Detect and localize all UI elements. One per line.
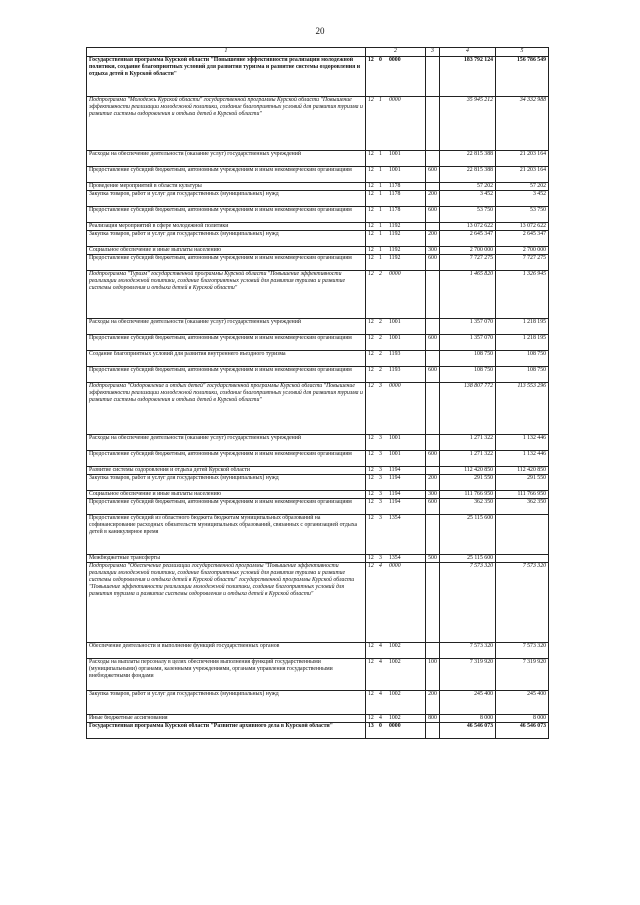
sum-year-1: 13 072 622 bbox=[440, 223, 496, 231]
expense-type-code bbox=[426, 97, 440, 151]
row-code bbox=[366, 151, 426, 167]
row-name: Развитие системы оздоровления и отдыха детей Курской области bbox=[87, 467, 366, 475]
target-code: 1001 bbox=[389, 319, 401, 325]
program-code: 12 bbox=[368, 247, 374, 253]
row-name: Социальное обеспечение и иные выплаты населению bbox=[87, 247, 366, 255]
program-code: 12 bbox=[368, 255, 374, 261]
table-row bbox=[87, 207, 549, 223]
table-row bbox=[87, 723, 549, 739]
sum-year-1: 46 546 073 bbox=[440, 723, 496, 739]
program-code: 12 bbox=[368, 191, 374, 197]
subprogram-code: 2 bbox=[379, 271, 382, 277]
table-row bbox=[87, 335, 549, 351]
sum-year-1: 35 945 212 bbox=[440, 97, 496, 151]
row-name: Подпрограмма "Оздоровление и отдых детей" государственной программы Курской области "Повышение эффективности реализации молодежной политики, создание благоприятных условий для развития туризма и развитие системы оздоровления и отдыха детей в Курской области" bbox=[87, 383, 366, 435]
row-name: Предоставление субсидий бюджетным, автономным учреждениям и иным некоммерческим организациям bbox=[87, 167, 366, 183]
row-code bbox=[366, 335, 426, 351]
header-cell: 3 bbox=[426, 48, 440, 57]
subprogram-code: 1 bbox=[379, 183, 382, 189]
target-code: 1002 bbox=[389, 715, 401, 721]
expense-type-code bbox=[426, 563, 440, 643]
program-code: 13 bbox=[368, 723, 374, 729]
table-row bbox=[87, 57, 549, 97]
sum-year-2: 7 727 275 bbox=[496, 255, 549, 271]
expense-type-code: 600 bbox=[426, 207, 440, 223]
sum-year-1: 112 420 850 bbox=[440, 467, 496, 475]
sum-year-2: 1 326 945 bbox=[496, 271, 549, 319]
table-row bbox=[87, 659, 549, 691]
row-code bbox=[366, 191, 426, 207]
target-code: 1192 bbox=[389, 255, 401, 261]
row-code bbox=[366, 475, 426, 491]
subprogram-code: 1 bbox=[379, 255, 382, 261]
row-name: Межбюджетные трансферты bbox=[87, 555, 366, 563]
row-code bbox=[366, 659, 426, 691]
subprogram-code: 3 bbox=[379, 467, 382, 473]
sum-year-1: 1 357 070 bbox=[440, 319, 496, 335]
row-code bbox=[366, 435, 426, 451]
row-name: Предоставление субсидий из областного бюджета бюджетам муниципальных образований на софинансирование расходных обязательств муниципальных образований, связанных с организацией отдыха детей в каникулярное время bbox=[87, 515, 366, 555]
subprogram-code: 3 bbox=[379, 383, 382, 389]
sum-year-2: 7 319 920 bbox=[496, 659, 549, 691]
sum-year-2: 111 766 950 bbox=[496, 491, 549, 499]
row-code bbox=[366, 255, 426, 271]
target-code: 0000 bbox=[389, 57, 401, 63]
row-name: Социальное обеспечение и иные выплаты населению bbox=[87, 491, 366, 499]
table-row bbox=[87, 271, 549, 319]
subprogram-code: 3 bbox=[379, 435, 382, 441]
program-code: 12 bbox=[368, 57, 374, 63]
program-code: 12 bbox=[368, 435, 374, 441]
table-row bbox=[87, 223, 549, 231]
program-code: 12 bbox=[368, 231, 374, 237]
sum-year-1: 1 357 070 bbox=[440, 335, 496, 351]
subprogram-code: 3 bbox=[379, 515, 382, 521]
row-code bbox=[366, 271, 426, 319]
table-row bbox=[87, 367, 549, 383]
sum-year-1: 183 792 124 bbox=[440, 57, 496, 97]
expense-type-code bbox=[426, 351, 440, 367]
target-code: 1001 bbox=[389, 167, 401, 173]
expense-type-code: 100 bbox=[426, 659, 440, 691]
sum-year-2 bbox=[496, 515, 549, 555]
table-row bbox=[87, 691, 549, 715]
row-code bbox=[366, 97, 426, 151]
subprogram-code: 1 bbox=[379, 191, 382, 197]
header-cell: 5 bbox=[496, 48, 549, 57]
sum-year-1: 57 202 bbox=[440, 183, 496, 191]
program-code: 12 bbox=[368, 499, 374, 505]
row-name: Предоставление субсидий бюджетным, автономным учреждениям и иным некоммерческим организациям bbox=[87, 335, 366, 351]
expense-type-code bbox=[426, 723, 440, 739]
target-code: 1178 bbox=[389, 183, 401, 189]
sum-year-1: 108 750 bbox=[440, 367, 496, 383]
table-row bbox=[87, 491, 549, 499]
table-row bbox=[87, 643, 549, 659]
subprogram-code: 4 bbox=[379, 643, 382, 649]
program-code: 12 bbox=[368, 491, 374, 497]
sum-year-1: 108 750 bbox=[440, 351, 496, 367]
expense-type-code bbox=[426, 643, 440, 659]
row-code bbox=[366, 383, 426, 435]
header-cell: 1 bbox=[87, 48, 366, 57]
subprogram-code: 4 bbox=[379, 563, 382, 569]
table-header-row bbox=[87, 48, 549, 57]
sum-year-1: 1 271 322 bbox=[440, 451, 496, 467]
target-code: 1192 bbox=[389, 247, 401, 253]
subprogram-code: 3 bbox=[379, 475, 382, 481]
target-code: 1354 bbox=[389, 515, 401, 521]
program-code: 12 bbox=[368, 555, 374, 561]
subprogram-code: 3 bbox=[379, 555, 382, 561]
subprogram-code: 1 bbox=[379, 207, 382, 213]
row-code bbox=[366, 515, 426, 555]
sum-year-2: 113 553 296 bbox=[496, 383, 549, 435]
expense-type-code bbox=[426, 515, 440, 555]
expense-type-code: 300 bbox=[426, 247, 440, 255]
row-name: Расходы на обеспечение деятельности (оказание услуг) государственных учреждений bbox=[87, 435, 366, 451]
sum-year-1: 8 000 bbox=[440, 715, 496, 723]
table-row bbox=[87, 515, 549, 555]
row-name: Проведение мероприятий в области культуры bbox=[87, 183, 366, 191]
target-code: 1178 bbox=[389, 191, 401, 197]
target-code: 1001 bbox=[389, 451, 401, 457]
expense-type-code bbox=[426, 223, 440, 231]
row-code bbox=[366, 207, 426, 223]
budget-table bbox=[86, 47, 549, 739]
sum-year-2: 112 420 850 bbox=[496, 467, 549, 475]
sum-year-1: 2 700 000 bbox=[440, 247, 496, 255]
row-name: Подпрограмма "Туризм" государственной программы Курской области "Повышение эффективности реализации молодежной политики, создание благоприятных условий для развития туризма и развитие системы оздоровления и отдыха детей в Курской области" bbox=[87, 271, 366, 319]
row-code bbox=[366, 223, 426, 231]
expense-type-code bbox=[426, 319, 440, 335]
target-code: 1178 bbox=[389, 207, 401, 213]
row-name: Расходы на обеспечение деятельности (оказание услуг) государственных учреждений bbox=[87, 151, 366, 167]
target-code: 1194 bbox=[389, 499, 401, 505]
subprogram-code: 2 bbox=[379, 319, 382, 325]
program-code: 12 bbox=[368, 643, 374, 649]
program-code: 12 bbox=[368, 383, 374, 389]
sum-year-1: 25 115 600 bbox=[440, 555, 496, 563]
sum-year-2: 156 786 549 bbox=[496, 57, 549, 97]
row-name: Расходы на выплаты персоналу в целях обеспечения выполнения функций государственными (муниципальными) органами, казенными учреждениями, органами управления государственными внебюджетными фондами bbox=[87, 659, 366, 691]
expense-type-code bbox=[426, 271, 440, 319]
subprogram-code: 3 bbox=[379, 491, 382, 497]
expense-type-code: 600 bbox=[426, 451, 440, 467]
row-name: Закупка товаров, работ и услуг для государственных (муниципальных) нужд bbox=[87, 191, 366, 207]
header-cell: 4 bbox=[440, 48, 496, 57]
subprogram-code: 0 bbox=[379, 57, 382, 63]
program-code: 12 bbox=[368, 335, 374, 341]
expense-type-code bbox=[426, 57, 440, 97]
table-row bbox=[87, 715, 549, 723]
sum-year-2: 245 400 bbox=[496, 691, 549, 715]
expense-type-code: 600 bbox=[426, 367, 440, 383]
sum-year-2: 7 573 320 bbox=[496, 643, 549, 659]
sum-year-2: 291 550 bbox=[496, 475, 549, 491]
row-name: Предоставление субсидий бюджетным, автономным учреждениям и иным некоммерческим организациям bbox=[87, 255, 366, 271]
table-row bbox=[87, 383, 549, 435]
sum-year-1: 7 319 920 bbox=[440, 659, 496, 691]
table-row bbox=[87, 183, 549, 191]
expense-type-code: 600 bbox=[426, 255, 440, 271]
sum-year-1: 111 766 950 bbox=[440, 491, 496, 499]
row-name: Предоставление субсидий бюджетным, автономным учреждениям и иным некоммерческим организациям bbox=[87, 207, 366, 223]
program-code: 12 bbox=[368, 183, 374, 189]
sum-year-1: 3 452 bbox=[440, 191, 496, 207]
row-code bbox=[366, 319, 426, 335]
sum-year-1: 1 465 820 bbox=[440, 271, 496, 319]
subprogram-code: 1 bbox=[379, 247, 382, 253]
expense-type-code: 600 bbox=[426, 167, 440, 183]
subprogram-code: 2 bbox=[379, 367, 382, 373]
expense-type-code bbox=[426, 435, 440, 451]
sum-year-2: 362 350 bbox=[496, 499, 549, 515]
expense-type-code: 200 bbox=[426, 475, 440, 491]
table-row bbox=[87, 555, 549, 563]
program-code: 12 bbox=[368, 691, 374, 697]
row-name: Иные бюджетные ассигнования bbox=[87, 715, 366, 723]
subprogram-code: 1 bbox=[379, 97, 382, 103]
program-code: 12 bbox=[368, 223, 374, 229]
subprogram-code: 1 bbox=[379, 167, 382, 173]
expense-type-code bbox=[426, 151, 440, 167]
subprogram-code: 1 bbox=[379, 151, 382, 157]
row-code bbox=[366, 563, 426, 643]
expense-type-code bbox=[426, 467, 440, 475]
sum-year-1: 7 727 275 bbox=[440, 255, 496, 271]
row-name: Закупка товаров, работ и услуг для государственных (муниципальных) нужд bbox=[87, 475, 366, 491]
expense-type-code: 200 bbox=[426, 191, 440, 207]
program-code: 12 bbox=[368, 151, 374, 157]
table-row bbox=[87, 247, 549, 255]
expense-type-code: 200 bbox=[426, 231, 440, 247]
sum-year-1: 7 573 320 bbox=[440, 643, 496, 659]
expense-type-code: 600 bbox=[426, 335, 440, 351]
sum-year-2: 53 750 bbox=[496, 207, 549, 223]
sum-year-2: 13 072 622 bbox=[496, 223, 549, 231]
program-code: 12 bbox=[368, 319, 374, 325]
subprogram-code: 3 bbox=[379, 451, 382, 457]
sum-year-2 bbox=[496, 555, 549, 563]
sum-year-1: 291 550 bbox=[440, 475, 496, 491]
target-code: 1001 bbox=[389, 435, 401, 441]
program-code: 12 bbox=[368, 367, 374, 373]
target-code: 0000 bbox=[389, 563, 401, 569]
sum-year-2: 7 573 320 bbox=[496, 563, 549, 643]
program-code: 12 bbox=[368, 451, 374, 457]
row-code bbox=[366, 183, 426, 191]
row-name: Государственная программа Курской области "Повышение эффективности реализации молодежной политики, создание благоприятных условий для развития туризма и развитие системы оздоровления и отдыха детей в Курской области" bbox=[87, 57, 366, 97]
table-row bbox=[87, 255, 549, 271]
row-code bbox=[366, 247, 426, 255]
row-name: Создание благоприятных условий для развития внутреннего въездного туризма bbox=[87, 351, 366, 367]
sum-year-2: 21 203 164 bbox=[496, 167, 549, 183]
sum-year-2: 1 218 195 bbox=[496, 335, 549, 351]
header-cell: 2 bbox=[366, 48, 426, 57]
sum-year-1: 7 573 320 bbox=[440, 563, 496, 643]
expense-type-code: 800 bbox=[426, 715, 440, 723]
target-code: 0000 bbox=[389, 383, 401, 389]
row-name: Обеспечение деятельности и выполнение функций государственных органов bbox=[87, 643, 366, 659]
table-row bbox=[87, 451, 549, 467]
row-name: Закупка товаров, работ и услуг для государственных (муниципальных) нужд bbox=[87, 691, 366, 715]
program-code: 12 bbox=[368, 659, 374, 665]
subprogram-code: 1 bbox=[379, 231, 382, 237]
row-name: Предоставление субсидий бюджетным, автономным учреждениям и иным некоммерческим организациям bbox=[87, 499, 366, 515]
program-code: 12 bbox=[368, 207, 374, 213]
subprogram-code: 0 bbox=[379, 723, 382, 729]
table-row bbox=[87, 151, 549, 167]
table-row bbox=[87, 499, 549, 515]
target-code: 1002 bbox=[389, 691, 401, 697]
target-code: 1194 bbox=[389, 491, 401, 497]
target-code: 0000 bbox=[389, 97, 401, 103]
row-code bbox=[366, 57, 426, 97]
table-row bbox=[87, 563, 549, 643]
sum-year-1: 1 271 322 bbox=[440, 435, 496, 451]
program-code: 12 bbox=[368, 515, 374, 521]
row-code bbox=[366, 467, 426, 475]
subprogram-code: 2 bbox=[379, 335, 382, 341]
target-code: 1002 bbox=[389, 643, 401, 649]
table-row bbox=[87, 167, 549, 183]
sum-year-2: 1 218 195 bbox=[496, 319, 549, 335]
row-name: Предоставление субсидий бюджетным, автономным учреждениям и иным некоммерческим организациям bbox=[87, 451, 366, 467]
sum-year-1: 138 807 772 bbox=[440, 383, 496, 435]
expense-type-code: 300 bbox=[426, 491, 440, 499]
sum-year-2: 8 000 bbox=[496, 715, 549, 723]
program-code: 12 bbox=[368, 475, 374, 481]
row-code bbox=[366, 491, 426, 499]
sum-year-2: 108 750 bbox=[496, 351, 549, 367]
sum-year-1: 2 645 347 bbox=[440, 231, 496, 247]
sum-year-2: 21 203 164 bbox=[496, 151, 549, 167]
sum-year-1: 245 400 bbox=[440, 691, 496, 715]
expense-type-code bbox=[426, 383, 440, 435]
row-name: Подпрограмма "Обеспечение реализации государственной программы "Повышение эффективности реализации молодежной политики, создание благоприятных условий для развития туризма и развитие системы оздоровления и отдыха детей в Курской области" государственной программы Курской области "Повышение эффективности реализации молодежной политики, создание благоприятных условий для развития туризма и развитие системы оздоровления и отдыха детей в Курской области" bbox=[87, 563, 366, 643]
target-code: 0000 bbox=[389, 271, 401, 277]
table-row bbox=[87, 467, 549, 475]
sum-year-2: 1 132 446 bbox=[496, 435, 549, 451]
sum-year-2: 3 452 bbox=[496, 191, 549, 207]
row-code bbox=[366, 643, 426, 659]
target-code: 1001 bbox=[389, 335, 401, 341]
row-code bbox=[366, 555, 426, 563]
target-code: 1193 bbox=[389, 367, 401, 373]
target-code: 1192 bbox=[389, 223, 401, 229]
row-code bbox=[366, 367, 426, 383]
row-code bbox=[366, 451, 426, 467]
subprogram-code: 2 bbox=[379, 351, 382, 357]
sum-year-1: 25 115 600 bbox=[440, 515, 496, 555]
sum-year-2: 108 750 bbox=[496, 367, 549, 383]
row-name: Предоставление субсидий бюджетным, автономным учреждениям и иным некоммерческим организациям bbox=[87, 367, 366, 383]
sum-year-1: 22 815 388 bbox=[440, 151, 496, 167]
expense-type-code: 500 bbox=[426, 555, 440, 563]
sum-year-2: 2 700 000 bbox=[496, 247, 549, 255]
target-code: 1001 bbox=[389, 151, 401, 157]
row-code bbox=[366, 351, 426, 367]
table-row bbox=[87, 97, 549, 151]
expense-type-code: 600 bbox=[426, 499, 440, 515]
target-code: 1354 bbox=[389, 555, 401, 561]
row-name: Государственная программа Курской области "Развитие архивного дела в Курской области" bbox=[87, 723, 366, 739]
subprogram-code: 4 bbox=[379, 691, 382, 697]
program-code: 12 bbox=[368, 715, 374, 721]
table-row bbox=[87, 475, 549, 491]
row-code bbox=[366, 167, 426, 183]
subprogram-code: 1 bbox=[379, 223, 382, 229]
subprogram-code: 3 bbox=[379, 499, 382, 505]
program-code: 12 bbox=[368, 97, 374, 103]
expense-type-code: 200 bbox=[426, 691, 440, 715]
target-code: 1002 bbox=[389, 659, 401, 665]
target-code: 1194 bbox=[389, 475, 401, 481]
table-row bbox=[87, 435, 549, 451]
table-row bbox=[87, 191, 549, 207]
row-name: Реализация мероприятий в сфере молодежной политики bbox=[87, 223, 366, 231]
sum-year-1: 362 350 bbox=[440, 499, 496, 515]
row-name: Подпрограмма "Молодежь Курской области" государственной программы Курской области "Повышение эффективности реализации молодежной политики, создание благоприятных условий для развития туризма и развитие системы оздоровления и отдыха детей в Курской области" bbox=[87, 97, 366, 151]
sum-year-2: 1 132 446 bbox=[496, 451, 549, 467]
sum-year-2: 34 332 988 bbox=[496, 97, 549, 151]
expense-type-code bbox=[426, 183, 440, 191]
sum-year-1: 22 815 388 bbox=[440, 167, 496, 183]
table-body bbox=[87, 57, 549, 739]
program-code: 12 bbox=[368, 467, 374, 473]
table-row bbox=[87, 351, 549, 367]
sum-year-2: 57 202 bbox=[496, 183, 549, 191]
subprogram-code: 4 bbox=[379, 659, 382, 665]
sum-year-2: 46 546 073 bbox=[496, 723, 549, 739]
row-name: Закупка товаров, работ и услуг для государственных (муниципальных) нужд bbox=[87, 231, 366, 247]
target-code: 1194 bbox=[389, 467, 401, 473]
program-code: 12 bbox=[368, 351, 374, 357]
program-code: 12 bbox=[368, 271, 374, 277]
table-row bbox=[87, 319, 549, 335]
target-code: 1193 bbox=[389, 351, 401, 357]
program-code: 12 bbox=[368, 563, 374, 569]
table-row bbox=[87, 231, 549, 247]
target-code: 1192 bbox=[389, 231, 401, 237]
row-code bbox=[366, 723, 426, 739]
sum-year-1: 53 750 bbox=[440, 207, 496, 223]
row-code bbox=[366, 691, 426, 715]
row-code bbox=[366, 499, 426, 515]
sum-year-2: 2 645 347 bbox=[496, 231, 549, 247]
page-number: 20 bbox=[315, 26, 325, 36]
row-code bbox=[366, 715, 426, 723]
program-code: 12 bbox=[368, 167, 374, 173]
target-code: 0000 bbox=[389, 723, 401, 729]
subprogram-code: 4 bbox=[379, 715, 382, 721]
row-code bbox=[366, 231, 426, 247]
row-name: Расходы на обеспечение деятельности (оказание услуг) государственных учреждений bbox=[87, 319, 366, 335]
